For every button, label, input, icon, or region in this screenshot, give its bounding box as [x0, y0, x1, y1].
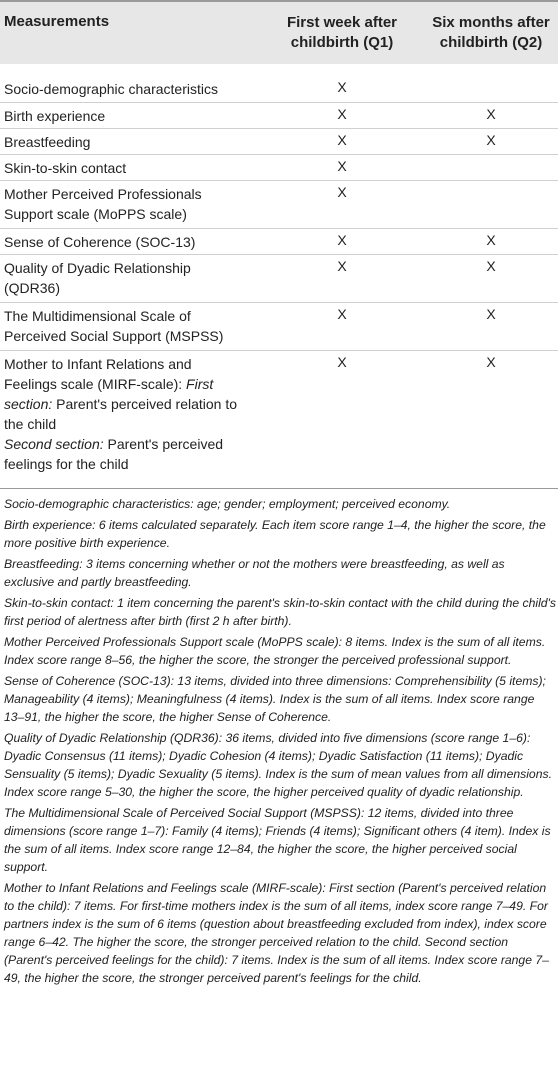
row-label-line: Quality of Dyadic Relationship [4, 260, 191, 276]
row-q1-mark: X [337, 158, 347, 174]
row-label: Sense of Coherence (SOC-13) [4, 234, 196, 250]
footnote: Socio-demographic characteristics: age; gender; employment; perceived economy. [4, 497, 451, 511]
table-bottom-rule [0, 488, 558, 489]
row-q1-mark: X [337, 232, 347, 248]
row-label-line: Mother Perceived Professionals [4, 186, 202, 202]
row-label: Birth experience [4, 108, 106, 124]
footnote: Sense of Coherence (SOC-13): 13 items, divided into three dimensions: Comprehensibility (5 items); Manageability (4 items); Meaningfulness (4 items). Index is the sum of all items. Index score range 13–91, the higher the score, the higher Sense of Coherence. [4, 674, 546, 724]
row-q2-mark: X [486, 354, 496, 370]
row-label [4, 258, 254, 298]
row-q1-mark: X [337, 132, 347, 148]
table-row [0, 254, 558, 303]
row-label-line: Mother to Infant Relations and [4, 356, 192, 372]
row-label-line [4, 434, 256, 454]
row-label-line [4, 374, 256, 394]
row-label: Breastfeeding [4, 134, 91, 150]
row-label-italic: Second section: [4, 436, 104, 452]
row-label-line: the child [4, 416, 57, 432]
header-q1 [256, 13, 428, 53]
row-q2-mark: X [486, 232, 496, 248]
row-label-line [4, 394, 256, 414]
table-footnotes [4, 495, 556, 990]
row-label-line: Perceived Social Support (MSPSS) [4, 328, 224, 344]
table-row [0, 128, 558, 155]
row-label: Skin-to-skin contact [4, 160, 127, 176]
row-label [4, 306, 254, 346]
row-label-line: Support scale (MoPPS scale) [4, 206, 187, 222]
row-label-text: Parent's perceived [103, 436, 224, 452]
row-q1-mark: X [337, 106, 347, 122]
table-row [0, 302, 558, 351]
row-label-italic: First [186, 376, 214, 392]
row-q1-mark: X [337, 258, 347, 274]
table-row [0, 154, 558, 181]
table-header [0, 0, 558, 64]
row-label-text: Parent's perceived relation to [52, 396, 238, 412]
row-label [4, 354, 256, 474]
header-q1-line1: First week after [286, 14, 398, 31]
row-q2-mark: X [486, 306, 496, 322]
row-label-text: Feelings scale (MIRF-scale): [4, 376, 187, 392]
header-measurements: Measurements [4, 13, 110, 30]
row-label-line: The Multidimensional Scale of [4, 308, 191, 324]
header-q2-line2: childbirth (Q2) [439, 34, 543, 51]
row-q1-mark: X [337, 306, 347, 322]
table-row [0, 228, 558, 255]
table-row [0, 180, 558, 229]
row-label [4, 184, 254, 224]
row-q2-mark: X [486, 106, 496, 122]
header-q1-line2: childbirth (Q1) [290, 34, 394, 51]
footnote: Birth experience: 6 items calculated separately. Each item score range 1–4, the higher the score, the more positive birth experience. [4, 518, 546, 550]
footnote: Breastfeeding: 3 items concerning whether or not the mothers were breastfeeding, as well as exclusive and partly breastfeeding. [4, 557, 505, 589]
table-row [0, 350, 558, 487]
row-q1-mark: X [337, 79, 347, 95]
row-q1-mark: X [337, 184, 347, 200]
row-label-line: (QDR36) [4, 280, 61, 296]
table-row [0, 76, 558, 102]
row-q2-mark: X [486, 258, 496, 274]
row-label-italic: section: [4, 396, 53, 412]
table-row [0, 102, 558, 129]
row-q1-mark: X [337, 354, 347, 370]
footnote: The Multidimensional Scale of Perceived Social Support (MSPSS): 12 items, divided into three dimensions (score range 1–7): Family (4 items); Friends (4 items); Significant others (4 item). Index is the sum of all items. Index score range 12–84, the higher the score, the higher perceived social support. [4, 806, 551, 874]
row-label-line: feelings for the child [4, 456, 129, 472]
footnote: Mother Perceived Professionals Support scale (MoPPS scale): 8 items. Index is the sum of all items. Index score range 8–56, the higher the score, the stronger the perceived professional support. [4, 635, 546, 667]
header-q2 [420, 13, 558, 53]
row-label: Socio-demographic characteristics [4, 81, 218, 97]
row-q2-mark: X [486, 132, 496, 148]
header-q2-line1: Six months after [432, 14, 550, 31]
footnote: Skin-to-skin contact: 1 item concerning the parent's skin-to-skin contact with the child during the child's first period of alertness after birth (first 2 h after birth). [4, 596, 557, 628]
footnote: Mother to Infant Relations and Feelings scale (MIRF-scale): First section (Parent's perceived relation to the child): 7 items. For first-time mothers index is the sum of all items, index score range 7–49. For partners index is the sum of 6 items (question about breastfeeding excluded from index), index score range 6–42. The higher the score, the stronger perceived relation to the child. Second section (Parent's perceived feelings for the child): 7 items. Index is the sum of all items. Index score range 7–49, the higher the score, the stronger perceived parent's feelings for the child. [4, 881, 549, 985]
footnote: Quality of Dyadic Relationship (QDR36): 36 items, divided into five dimensions (score range 1–6): Dyadic Consensus (11 items); Dyadic Cohesion (4 items); Dyadic Satisfaction (11 items); Dyadic Sensuality (5 items); Dyadic Sexuality (5 items). Index is the sum of mean values from all dimensions. Index score range 5–30, the higher the score, the higher perceived quality of dyadic relationship. [4, 731, 552, 799]
